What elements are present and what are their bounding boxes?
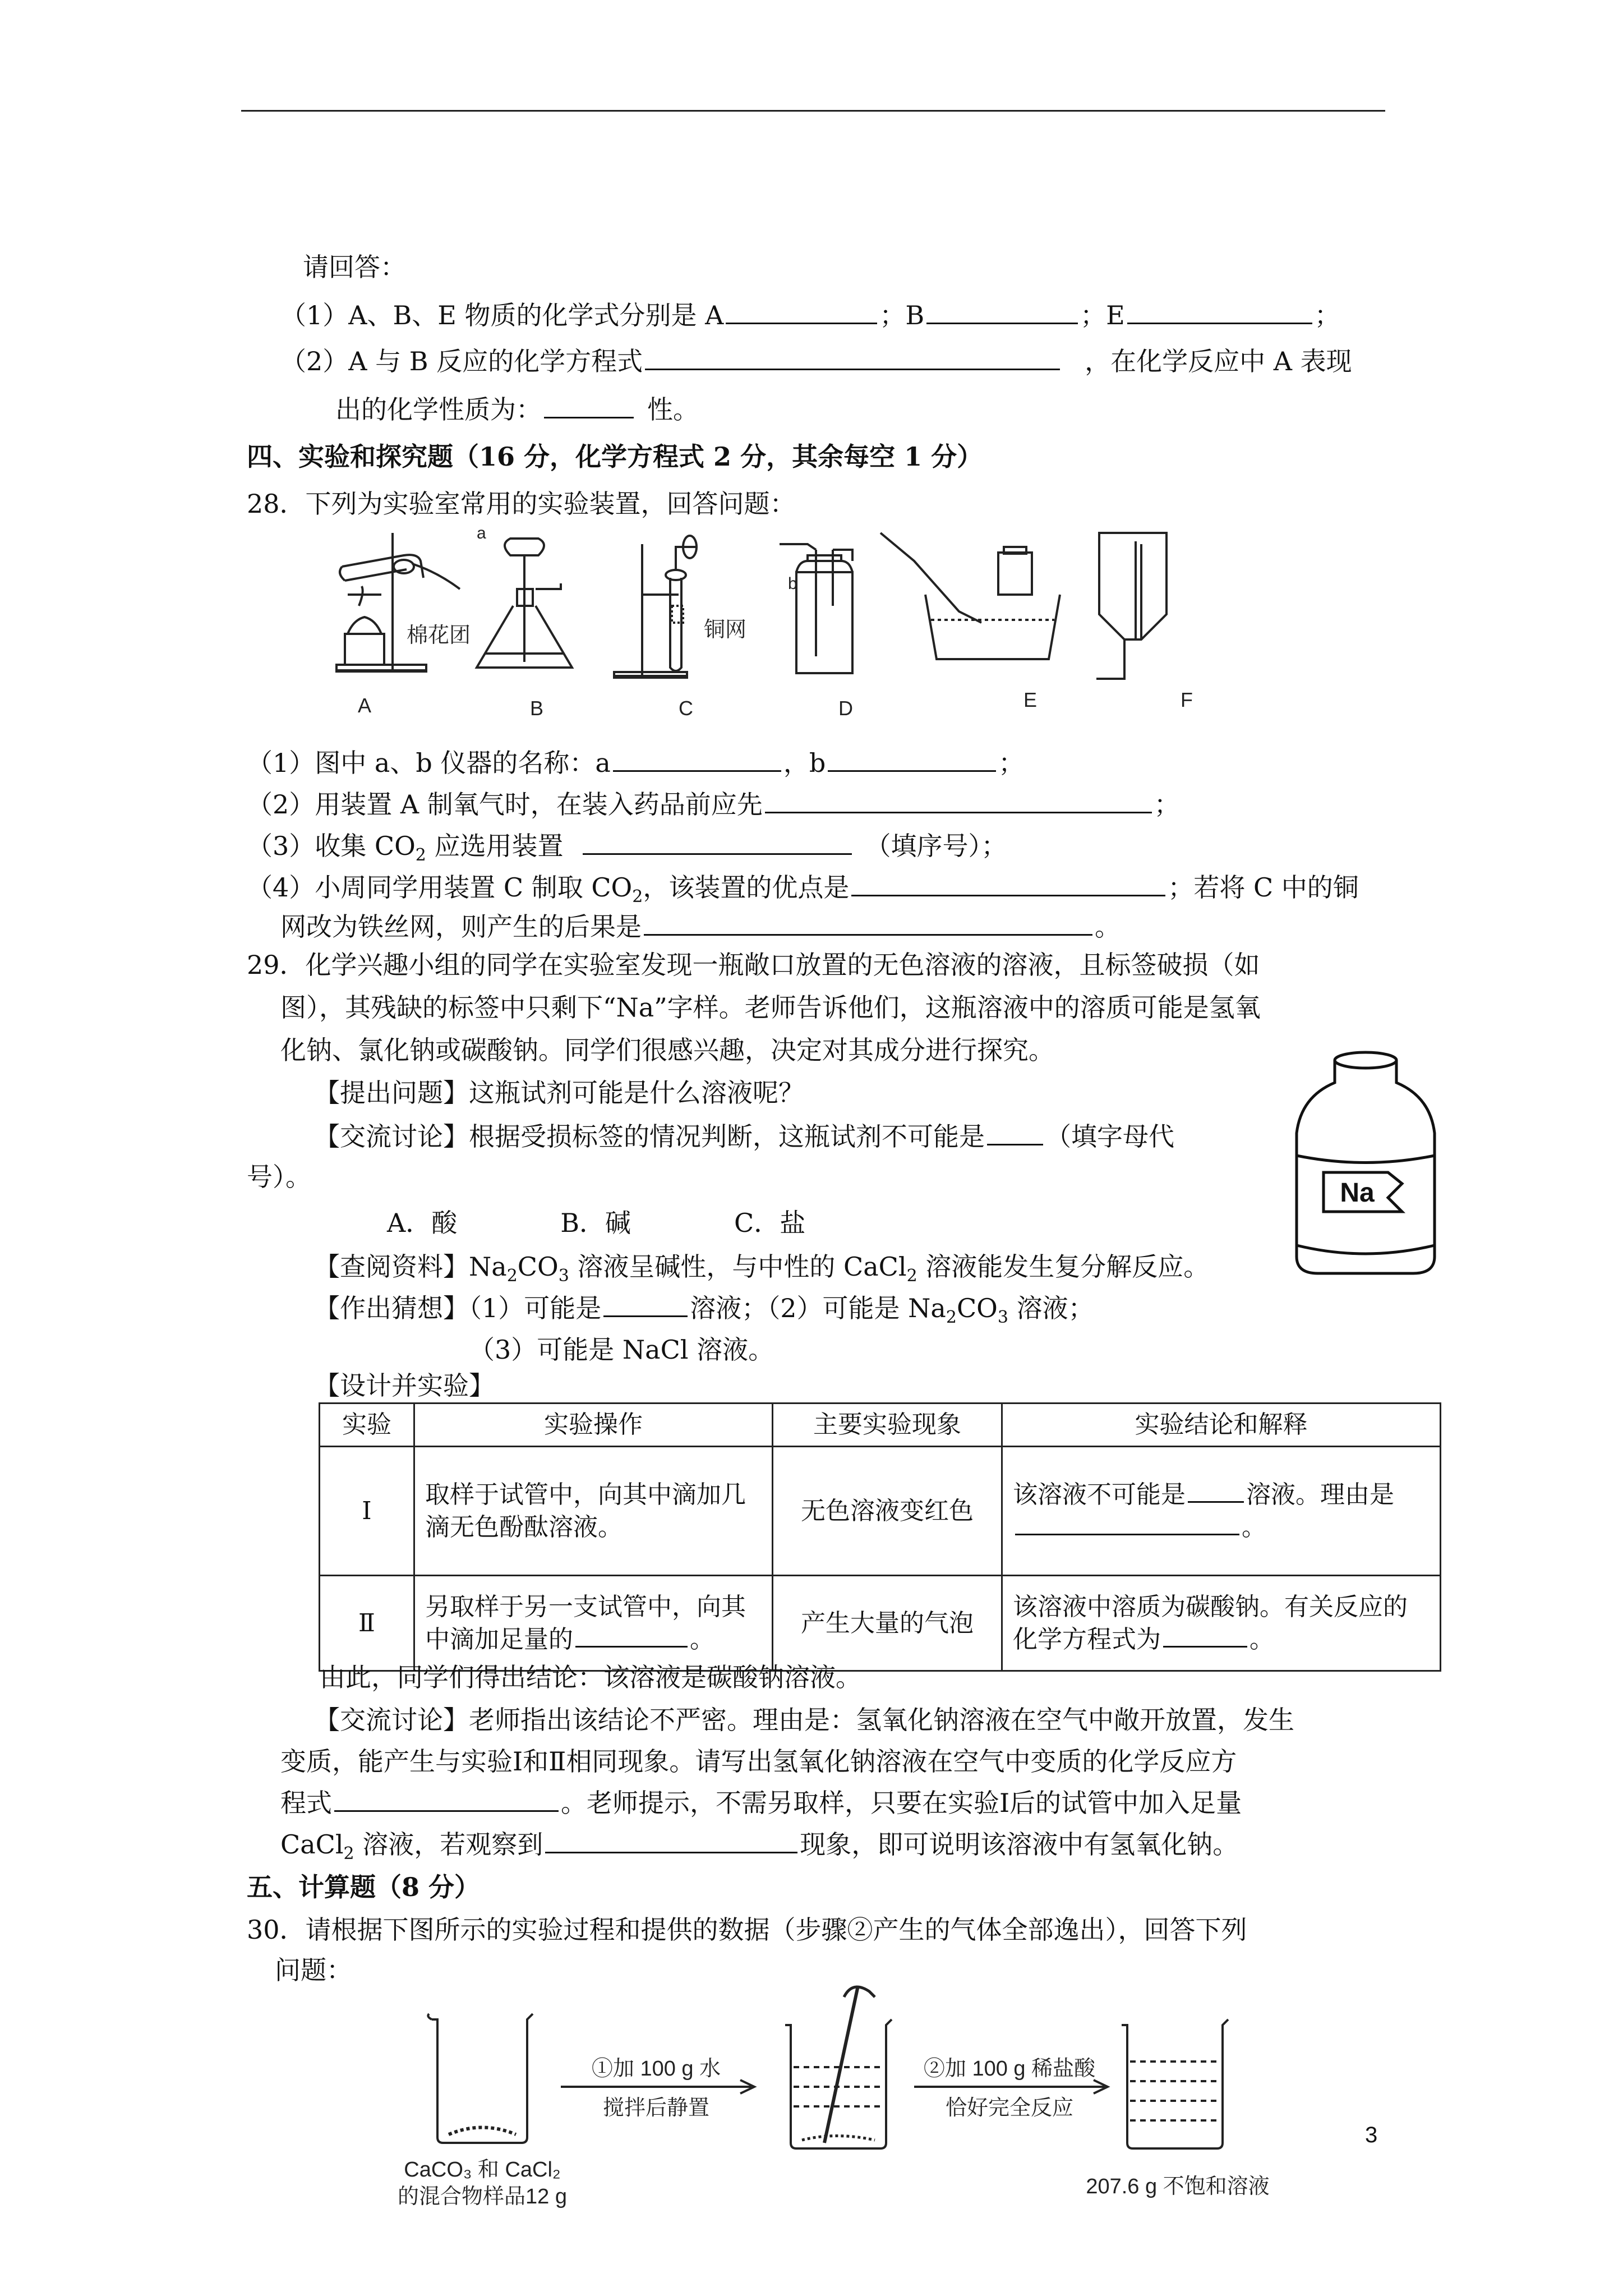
step-2-top: ②加 100 g 稀盐酸 — [923, 2057, 1096, 2081]
answer-blank — [828, 748, 996, 772]
answer-blank — [1015, 1511, 1239, 1535]
q29-disc1-text: 【交流讨论】根据受损标签的情况判断，这瓶试剂不可能是 — [314, 1121, 985, 1152]
figure-label-e: E — [1023, 688, 1038, 711]
q29-conclusion: 由此，同学们得出结论：该溶液是碳酸钠溶液。 — [320, 1662, 861, 1692]
q28-p1-text-b: ，b — [783, 748, 826, 778]
section-4-heading: 四、实验和探究题（16 分，化学方程式 2 分，其余每空 1 分） — [247, 441, 983, 472]
q27-p2-text-b: ，在化学反应中 A 表现 — [1085, 346, 1352, 376]
q30-line-2: 问题： — [275, 1955, 352, 1985]
step-1-top: ①加 100 g 水 — [591, 2057, 721, 2081]
cell-text: 该溶液不可能是 — [1013, 1480, 1186, 1509]
beaker-2-icon — [785, 1986, 892, 2148]
cell-text: 。 — [1249, 1625, 1274, 1654]
q27-p2-text-c: 出的化学性质为： — [335, 394, 542, 425]
figure-label-f: F — [1181, 688, 1193, 711]
q28-stem: 28．下列为实验室常用的实验装置，回答问题： — [247, 489, 796, 519]
cell-text: 该溶液中溶质为碳酸钠。有关反应的化学方程式为 — [1013, 1592, 1408, 1654]
arrow-right-icon — [914, 2080, 1108, 2093]
answer-blank — [644, 912, 1092, 936]
q29-options: A．酸 B．碱 C．盐 — [387, 1208, 806, 1238]
q29-guess-text: 【作出猜想】（1）可能是 — [314, 1293, 602, 1323]
step-1-bottom: 搅拌后静置 — [602, 2096, 710, 2120]
answer-blank — [765, 789, 1152, 813]
table-cell: 取样于试管中，向其中滴加几滴无色酚酞溶液。 — [414, 1447, 773, 1576]
apparatus-f-icon — [1096, 533, 1166, 679]
cell-text: 溶液。理由是 — [1246, 1480, 1394, 1509]
apparatus-c-icon — [614, 536, 697, 678]
q29-line-1: 29．化学兴趣小组的同学在实验室发现一瓶敞口放置的无色溶液的溶液，且标签破损（如 — [247, 950, 1260, 980]
q27-p2-text-d: 性。 — [647, 394, 699, 425]
header-rule — [241, 110, 1385, 112]
q29-ask: 【提出问题】这瓶试剂可能是什么溶液呢？ — [314, 1078, 804, 1108]
q28-p1-text: （1）图中 a、b 仪器的名称：a — [247, 748, 611, 778]
q28-apparatus-figure — [314, 522, 1267, 724]
q29-reference — [314, 1250, 1209, 1293]
page-number: 3 — [1365, 2123, 1378, 2147]
q28-p3-text-b: 应选用装置 — [426, 831, 564, 861]
subscript: 2 — [946, 1308, 957, 1328]
q28-p4-text-b: ，该装置的优点是 — [643, 872, 850, 903]
q28-p3-text-c: （填序号）； — [865, 831, 1007, 861]
mark-b: b — [788, 574, 797, 593]
q28-p4-text-c: ；若将 C 中的铜 — [1168, 872, 1359, 903]
copper-mesh-note: 铜网 — [704, 618, 747, 642]
subscript: 2 — [906, 1266, 917, 1286]
answer-blank — [1188, 1479, 1244, 1503]
q29-discussion-2-l3 — [280, 1786, 1242, 1820]
q29-disc2-text-d: 溶液，若观察到 — [354, 1829, 543, 1860]
q29-disc2-text: 程式 — [280, 1788, 332, 1818]
experiment-table — [319, 1402, 1441, 1672]
sample-label-1: CaCO₃ 和 CaCl₂ — [404, 2158, 561, 2182]
answer-blank — [645, 346, 1060, 370]
answer-blank — [334, 1788, 559, 1812]
q29-discussion-2-l4 — [280, 1828, 1238, 1871]
q30-line-1: 30．请根据下图所示的实验过程和提供的数据（步骤②产生的气体全部逸出），回答下列 — [247, 1915, 1247, 1945]
apparatus-b-icon — [477, 539, 572, 668]
q28-p4-text: （4）小周同学用装置 C 制取 CO — [247, 872, 633, 903]
q29-disc2-text-c: CaCl — [280, 1829, 344, 1860]
table-header: 实验 — [320, 1404, 414, 1447]
reagent-bottle-figure — [1290, 1043, 1441, 1279]
subscript: 2 — [343, 1844, 354, 1864]
subscript: 2 — [415, 845, 426, 866]
beaker-3-icon — [1122, 2019, 1228, 2148]
q28-part3 — [247, 829, 1007, 872]
subscript: 3 — [558, 1266, 569, 1286]
q29-guess-text-d: 溶液； — [1008, 1293, 1094, 1323]
table-row — [320, 1447, 1441, 1576]
answer-blank — [851, 872, 1165, 896]
q29-guess-text-c: CO — [956, 1293, 998, 1323]
figure-label-d: D — [838, 697, 853, 720]
q29-disc1-text-b: （填字母代 — [1045, 1121, 1174, 1152]
q27-p1-text-c: ；E — [1080, 300, 1125, 330]
answer-blank — [575, 1623, 688, 1648]
cell-text: 。 — [1242, 1512, 1266, 1542]
q29-ref-text-c: 溶液呈碱性，与中性的 CaCl — [569, 1251, 907, 1282]
q27-p1-text: （1）A、B、E 物质的化学式分别是 A — [280, 300, 724, 330]
table-cell: Ⅰ — [320, 1447, 414, 1576]
table-row — [320, 1576, 1441, 1671]
subscript: 2 — [506, 1266, 518, 1286]
apparatus-d-icon — [780, 544, 852, 673]
q28-p1-end: ； — [998, 748, 1025, 778]
q29-discussion-1 — [314, 1120, 1174, 1153]
q27-part2-cont — [335, 393, 699, 426]
q29-disc2-text-b: 。老师提示，不需另取样，只要在实验Ⅰ后的试管中加入足量 — [561, 1788, 1242, 1818]
section-5-heading: 五、计算题（8 分） — [247, 1872, 481, 1902]
q29-ref-text: 【查阅资料】Na — [314, 1251, 507, 1282]
answer-blank — [603, 1293, 688, 1317]
cotton-note: 棉花团 — [407, 624, 471, 647]
step-2-bottom: 恰好完全反应 — [945, 2096, 1074, 2120]
answer-blank — [544, 394, 634, 418]
q29-discussion-1-cont: 号）。 — [247, 1162, 311, 1192]
answer-blank — [1127, 300, 1312, 324]
answer-blank — [987, 1121, 1043, 1145]
table-header: 实验操作 — [414, 1404, 773, 1447]
q28-part2 — [247, 788, 1180, 821]
apparatus-a-icon — [336, 533, 460, 671]
q28-part4 — [247, 871, 1359, 914]
q29-line-2: 图），其残缺的标签中只剩下“Na”字样。老师告诉他们，这瓶溶液中的溶质可能是氢氧 — [280, 992, 1261, 1023]
answer-blank — [926, 300, 1078, 324]
sample-label-2: 的混合物样品12 g — [398, 2185, 567, 2208]
q28-p3-text: （3）收集 CO — [247, 831, 416, 861]
table-cell — [1002, 1447, 1441, 1576]
subscript: 2 — [632, 887, 643, 907]
table-header: 实验结论和解释 — [1002, 1404, 1441, 1447]
table-header-row — [320, 1404, 1441, 1447]
q27-p1-text-b: ；B — [879, 300, 925, 330]
q27-part2 — [280, 344, 1352, 378]
q30-process-figure — [393, 1975, 1346, 2210]
table-cell: Ⅱ — [320, 1576, 414, 1671]
q27-p2-text: （2）A 与 B 反应的化学方程式 — [280, 346, 643, 376]
answer-blank — [583, 831, 852, 855]
cell-text: 另取样于另一支试管中，向其中滴加足量的 — [425, 1592, 746, 1654]
q29-ref-text-b: CO — [517, 1251, 559, 1282]
table-cell — [414, 1576, 773, 1671]
q29-discussion-2-l2: 变质，能产生与实验Ⅰ和Ⅱ相同现象。请写出氢氧化钠溶液在空气中变质的化学反应方 — [280, 1746, 1237, 1777]
arrow-right-icon — [561, 2080, 754, 2093]
cell-text: 。 — [690, 1625, 714, 1654]
answer-blank — [726, 300, 877, 324]
figure-label-a: A — [358, 694, 372, 717]
q29-ref-text-d: 溶液能发生复分解反应。 — [917, 1251, 1210, 1282]
answer-blank — [1163, 1623, 1247, 1648]
q28-part4-cont — [280, 910, 1121, 944]
q27-prompt: 请回答： — [303, 252, 406, 282]
bottle-label-text: Na — [1340, 1178, 1375, 1208]
q29-guess — [314, 1291, 1094, 1335]
q29-design-heading: 【设计并实验】 — [314, 1370, 495, 1401]
figure-label-c: C — [679, 697, 693, 720]
answer-blank — [545, 1829, 797, 1853]
q28-p2-end: ； — [1154, 789, 1180, 820]
mark-a: a — [477, 524, 486, 542]
beaker-1-icon — [428, 2014, 533, 2143]
table-cell: 无色溶液变红色 — [773, 1447, 1002, 1576]
table-header: 主要实验现象 — [773, 1404, 1002, 1447]
q28-p4-text-d: 网改为铁丝网，则产生的后果是 — [280, 912, 642, 942]
q29-discussion-2-l1: 【交流讨论】老师指出该结论不严密。理由是：氢氧化钠溶液在空气中敞开放置，发生 — [314, 1705, 1294, 1735]
figure-label-b: B — [530, 697, 544, 720]
q28-part1 — [247, 746, 1024, 780]
table-cell — [1002, 1576, 1441, 1671]
q29-line-3: 化钠、氯化钠或碳酸钠。同学们很感兴趣，决定对其成分进行探究。 — [280, 1035, 1054, 1065]
q29-guess-text-b: 溶液；（2）可能是 Na — [690, 1293, 946, 1323]
result-label: 207.6 g 不饱和溶液 — [1086, 2175, 1270, 2198]
table-cell: 产生大量的气泡 — [773, 1576, 1002, 1671]
q28-p2-text: （2）用装置 A 制氧气时，在装入药品前应先 — [247, 789, 763, 820]
apparatus-e-icon — [880, 533, 1060, 659]
q29-disc2-text-e: 现象，即可说明该溶液中有氢氧化钠。 — [800, 1829, 1239, 1860]
answer-blank — [613, 748, 781, 772]
q27-p1-end: ； — [1314, 300, 1340, 330]
q29-guess-3: （3）可能是 NaCl 溶液。 — [469, 1335, 774, 1365]
q28-p4-end: 。 — [1095, 912, 1121, 942]
q27-part1 — [280, 298, 1340, 332]
subscript: 3 — [997, 1308, 1008, 1328]
